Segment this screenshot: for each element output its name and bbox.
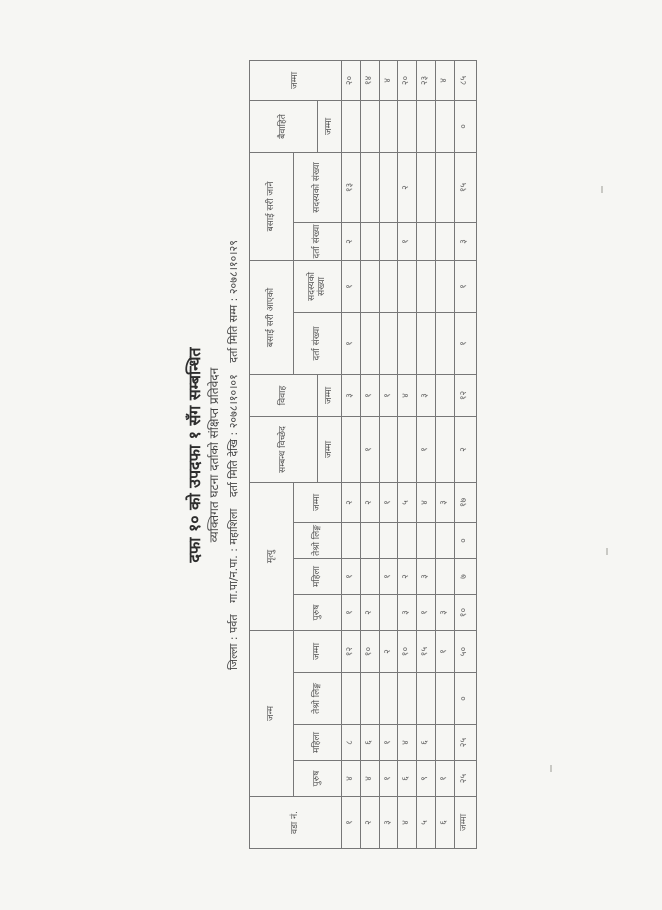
death-sum-cell: २: [360, 482, 379, 522]
death-third-cell: [398, 523, 417, 559]
death-male-cell: १: [342, 595, 361, 631]
grand-total: ८५: [454, 60, 476, 100]
birth-male-cell: १: [435, 761, 454, 797]
divorce-cell: [379, 416, 398, 482]
birth-female-cell: ४: [398, 725, 417, 761]
ward-cell: ३: [379, 797, 398, 849]
unmarried-cell: [417, 100, 436, 152]
ward-cell: २: [360, 797, 379, 849]
migration-out-reg-header: दर्ता संख्या: [294, 222, 342, 260]
death-male-cell: ३: [435, 595, 454, 631]
registration-table: [249, 60, 477, 849]
ward-cell: १: [342, 797, 361, 849]
marriage-cell: ४: [398, 374, 417, 416]
row-total-cell: ४: [379, 60, 398, 100]
death-sum-cell: ४: [417, 482, 436, 522]
birth-sum-cell: १०: [360, 631, 379, 673]
unmarried-cell: [360, 100, 379, 152]
marriage-cell: [435, 374, 454, 416]
marriage-cell: १: [360, 374, 379, 416]
migration-out-reg-cell: [417, 222, 436, 260]
migration-in-member-cell: [360, 260, 379, 312]
death-third-cell: [342, 523, 361, 559]
death-female-cell: [360, 559, 379, 595]
unmarried-cell: [342, 100, 361, 152]
totals-label-cell: जम्मा: [454, 797, 476, 849]
migration-in-member-cell: [417, 260, 436, 312]
migration-out-member-total: १५: [454, 152, 476, 222]
migration-out-member-cell: [360, 152, 379, 222]
death-sum-cell: १: [379, 482, 398, 522]
birth-third-total: ०: [454, 673, 476, 725]
migration-in-reg-cell: [435, 312, 454, 374]
unmarried-cell: [379, 100, 398, 152]
death-female-cell: १: [342, 559, 361, 595]
from-date-label: दर्ता मिति देखि : २०७८।१०।०१: [227, 374, 240, 498]
ward-cell: ४: [398, 797, 417, 849]
row-total-cell: २३: [417, 60, 436, 100]
migration-in-member-cell: [379, 260, 398, 312]
unmarried-sum-header: जम्मा: [318, 100, 342, 152]
birth-male-cell: ४: [342, 761, 361, 797]
birth-male-cell: ६: [398, 761, 417, 797]
migration-out-member-cell: २: [398, 152, 417, 222]
birth-female-cell: ६: [417, 725, 436, 761]
divorce-cell: [342, 416, 361, 482]
birth-sum-cell: १५: [417, 631, 436, 673]
death-third-cell: [360, 523, 379, 559]
death-male-total: १०: [454, 595, 476, 631]
birth-female-header: महिला: [294, 725, 342, 761]
migration-out-reg-cell: [379, 222, 398, 260]
birth-third-cell: [379, 673, 398, 725]
migration-out-member-cell: [417, 152, 436, 222]
death-third-total: ०: [454, 523, 476, 559]
migration-in-reg-total: १: [454, 312, 476, 374]
death-male-cell: ३: [398, 595, 417, 631]
unmarried-cell: [435, 100, 454, 152]
scan-speck: [601, 186, 603, 193]
migration-in-reg-cell: [417, 312, 436, 374]
death-male-cell: [379, 595, 398, 631]
migration-in-member-total: १: [454, 260, 476, 312]
marriage-cell: १: [379, 374, 398, 416]
row-total-cell: २०: [342, 60, 361, 100]
unmarried-total: ०: [454, 100, 476, 152]
migration-out-member-cell: [435, 152, 454, 222]
rotated-report-page: [181, 55, 481, 855]
migration-in-reg-header: दर्ता संख्या: [294, 312, 342, 374]
totals-row: [454, 60, 476, 848]
birth-male-total: २५: [454, 761, 476, 797]
migration-in-member-header: सदस्यको संख्या: [294, 260, 342, 312]
migration-in-reg-cell: [360, 312, 379, 374]
migration-out-reg-cell: [360, 222, 379, 260]
report-heading: [181, 55, 247, 855]
birth-third-cell: [417, 673, 436, 725]
divorce-cell: [398, 416, 417, 482]
birth-third-cell: [398, 673, 417, 725]
death-third-cell: [435, 523, 454, 559]
death-female-header: महिला: [294, 559, 342, 595]
row-total-cell: २०: [398, 60, 417, 100]
report-subtitle: व्यक्तिगत घटना दर्ताको संक्षिप्त प्रतिवेदन: [207, 367, 221, 543]
marriage-total: १२: [454, 374, 476, 416]
death-female-cell: १: [379, 559, 398, 595]
death-female-cell: ३: [417, 559, 436, 595]
migration-out-member-cell: १३: [342, 152, 361, 222]
table-row: [342, 60, 361, 848]
death-sum-header: जम्मा: [294, 482, 342, 522]
death-sum-cell: २: [342, 482, 361, 522]
divorce-sum-header: जम्मा: [318, 416, 342, 482]
birth-female-cell: ६: [360, 725, 379, 761]
birth-female-cell: ८: [342, 725, 361, 761]
birth-third-gender-header: तेश्रो लिङ्ग: [294, 673, 342, 725]
death-female-cell: २: [398, 559, 417, 595]
table-row: [398, 60, 417, 848]
death-header: मृत्यु: [250, 482, 294, 630]
scan-speck: [606, 548, 608, 555]
to-date-label: दर्ता मिति सम्म : २०७८।१०।२९: [227, 240, 240, 363]
birth-third-cell: [342, 673, 361, 725]
report-meta: [226, 55, 241, 855]
migration-in-member-cell: १: [342, 260, 361, 312]
unmarried-header: बैवाहिते: [250, 100, 318, 152]
death-sum-total: १७: [454, 482, 476, 522]
migration-in-reg-cell: [398, 312, 417, 374]
death-sum-cell: ५: [398, 482, 417, 522]
table-row: [435, 60, 454, 848]
death-third-cell: [379, 523, 398, 559]
table-row: [360, 60, 379, 848]
migration-in-reg-cell: १: [342, 312, 361, 374]
birth-third-cell: [435, 673, 454, 725]
divorce-total: २: [454, 416, 476, 482]
birth-sum-cell: १०: [398, 631, 417, 673]
migration-out-reg-total: ३: [454, 222, 476, 260]
death-female-cell: [435, 559, 454, 595]
unmarried-cell: [398, 100, 417, 152]
marriage-cell: ३: [417, 374, 436, 416]
death-third-gender-header: तेश्रो लिङ्ग: [294, 523, 342, 559]
death-male-cell: १: [417, 595, 436, 631]
birth-sum-cell: १२: [342, 631, 361, 673]
birth-male-cell: ४: [360, 761, 379, 797]
birth-female-total: २५: [454, 725, 476, 761]
table-row: [417, 60, 436, 848]
migration-in-header: बसाई सरी आएको: [250, 260, 294, 374]
birth-female-cell: १: [379, 725, 398, 761]
table-row: [379, 60, 398, 848]
divorce-header: सम्बन्ध विच्छेद: [250, 416, 318, 482]
birth-female-cell: [435, 725, 454, 761]
migration-out-reg-cell: [435, 222, 454, 260]
ward-no-header: वडा नं.: [250, 797, 342, 849]
district-label: जिल्ला : पर्वत: [227, 614, 240, 670]
death-male-cell: २: [360, 595, 379, 631]
birth-sum-cell: २: [379, 631, 398, 673]
migration-out-reg-cell: २: [342, 222, 361, 260]
death-sum-cell: ३: [435, 482, 454, 522]
birth-male-header: पुरुष: [294, 761, 342, 797]
row-total-cell: १४: [360, 60, 379, 100]
report-title: दफा १० को उपदफा १ सँग सम्बन्धित: [185, 347, 204, 563]
birth-male-cell: ९: [417, 761, 436, 797]
migration-out-member-cell: [379, 152, 398, 222]
marriage-header: विवाह: [250, 374, 318, 416]
ward-cell: ५: [417, 797, 436, 849]
ward-cell: ६: [435, 797, 454, 849]
death-male-header: पुरुष: [294, 595, 342, 631]
municipality-label: गा.पा/न.पा. : महाशिला: [227, 508, 240, 603]
migration-out-reg-cell: १: [398, 222, 417, 260]
death-female-total: ७: [454, 559, 476, 595]
migration-in-member-cell: [398, 260, 417, 312]
marriage-sum-header: जम्मा: [318, 374, 342, 416]
migration-out-header: बसाई सरी जाने: [250, 152, 294, 260]
grand-total-header: जम्मा: [250, 60, 342, 100]
birth-sum-total: ५०: [454, 631, 476, 673]
birth-sum-header: जम्मा: [294, 631, 342, 673]
row-total-cell: ४: [435, 60, 454, 100]
scan-speck: [550, 765, 552, 772]
divorce-cell: [435, 416, 454, 482]
death-third-cell: [417, 523, 436, 559]
birth-male-cell: १: [379, 761, 398, 797]
migration-out-member-header: सदस्यको संख्या: [294, 152, 342, 222]
birth-third-cell: [360, 673, 379, 725]
migration-in-member-cell: [435, 260, 454, 312]
migration-in-reg-cell: [379, 312, 398, 374]
divorce-cell: १: [360, 416, 379, 482]
divorce-cell: १: [417, 416, 436, 482]
marriage-cell: ३: [342, 374, 361, 416]
birth-header: जन्म: [250, 631, 294, 797]
birth-sum-cell: १: [435, 631, 454, 673]
